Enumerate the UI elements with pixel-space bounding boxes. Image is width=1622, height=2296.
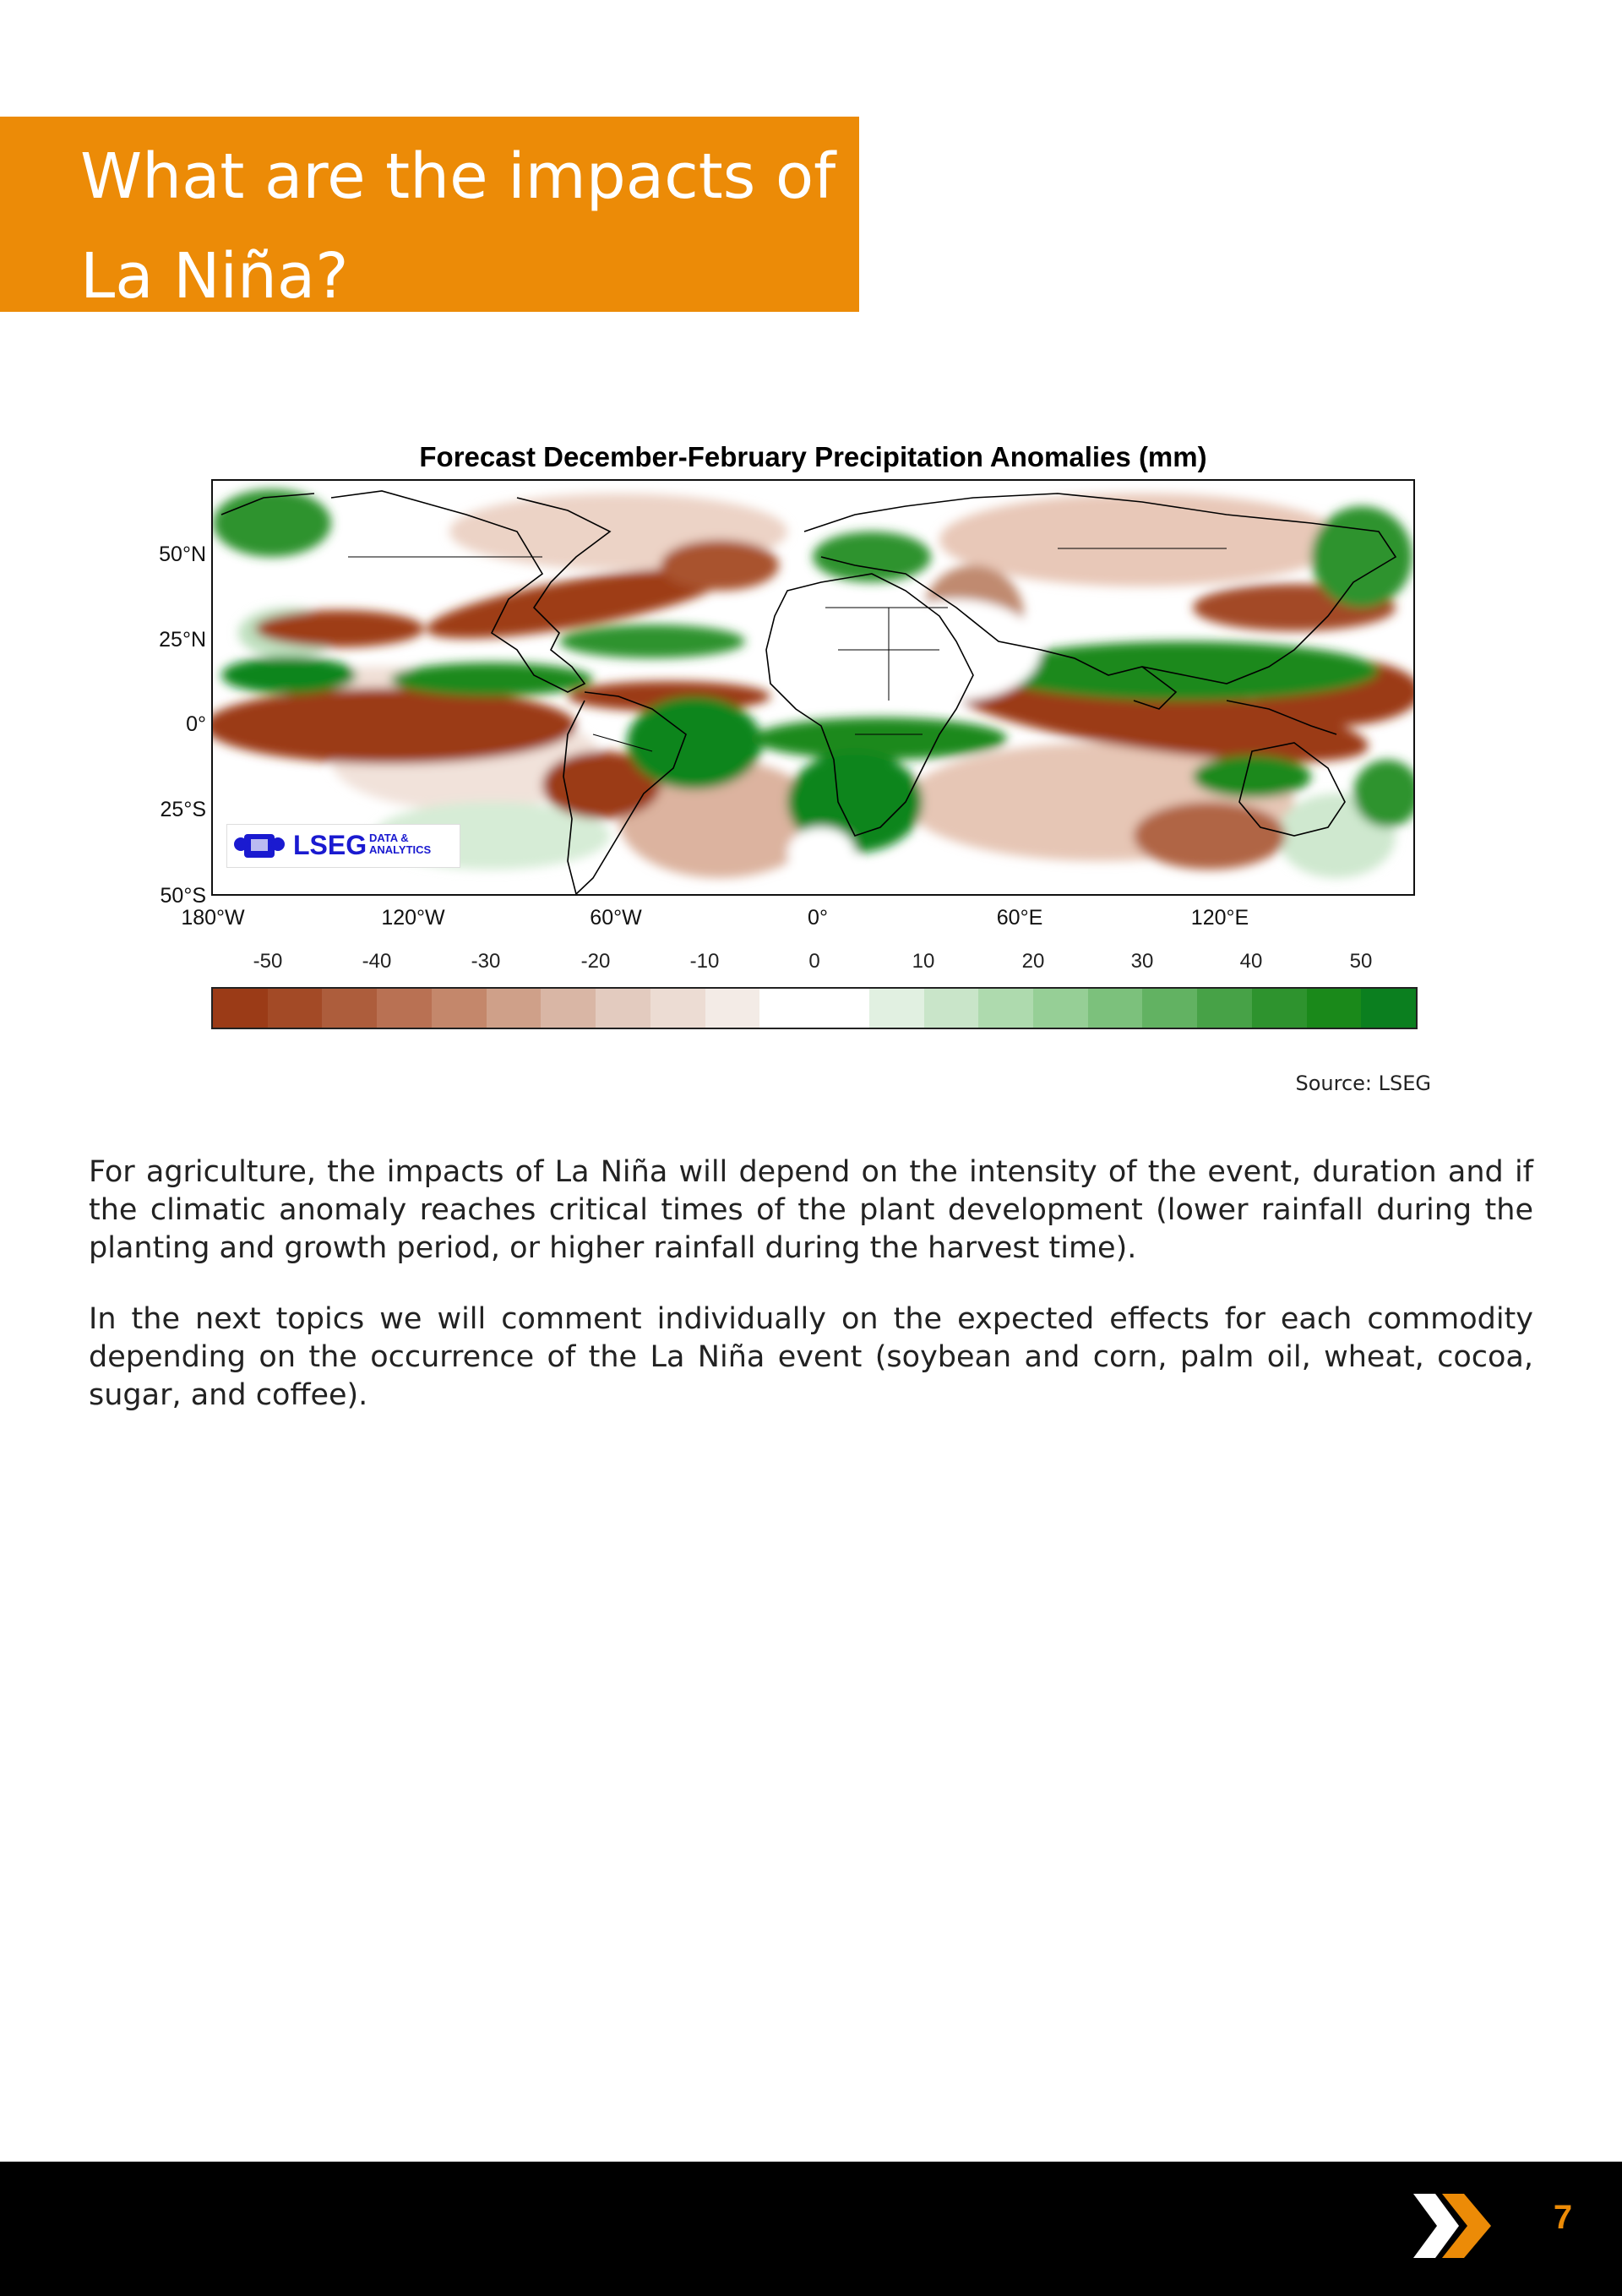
logo-subtitle-line1: DATA & [369,832,409,844]
colorbar-cell [1361,989,1416,1028]
colorbar-cell [1142,989,1197,1028]
colorbar-cell [1033,989,1088,1028]
lseg-logo [226,824,460,868]
colorbar-cell [322,989,377,1028]
colorbar-cell [377,989,432,1028]
footer-bar [0,2162,1622,2296]
paragraph-agriculture-impacts: For agriculture, the impacts of La Niña will depend on the intensity of the event, duration and if the climatic anomaly reaches critical times of the plant development (lower rainfall during the planting and growth period, or higher rainfall during the harvest time). [89,1155,1533,1265]
colorbar-tick-label: 20 [1021,950,1045,973]
colorbar-cell [924,989,979,1028]
figure-title: Forecast December-February Precipitation Anomalies (mm) [419,441,1207,472]
colorbar-tick-label: -40 [362,950,392,973]
colorbar-cell [1197,989,1252,1028]
page-title: What are the impacts of La Niña? [80,140,836,313]
colorbar-tick-label: 0 [808,950,820,973]
lat-label-25n: 25°N [159,628,206,652]
colorbar-tick-label: 30 [1130,950,1154,973]
lon-label-180w: 180°W [181,906,245,930]
colorbar-tick-label: 40 [1239,950,1263,973]
colorbar-cell [650,989,705,1028]
lat-label-50n: 50°N [159,543,206,566]
lon-label-60w: 60°W [590,906,642,930]
colorbar-cell [432,989,487,1028]
colorbar-tick-label: 10 [912,950,935,973]
lon-label-120e: 120°E [1190,906,1249,930]
colorbar-cell [759,989,814,1028]
colorbar-cell [596,989,650,1028]
lat-label-equator: 0° [186,712,206,736]
colorbar-cell [1088,989,1143,1028]
colorbar-cell [268,989,323,1028]
colorbar-cell [213,989,268,1028]
colorbar-cell [978,989,1033,1028]
colorbar-cell [705,989,760,1028]
colorbar-tick-label: -50 [253,950,283,973]
logo-subtitle [369,832,431,856]
lat-label-50s: 50°S [160,884,206,908]
paragraph-next-topics: In the next topics we will comment individually on the expected effects for each commodity depending on the occurrence of the La Niña event (soybean and corn, palm oil, wheat, cocoa, sugar, and coffee). [89,1302,1533,1412]
colorbar-cell [541,989,596,1028]
colorbar-cell [814,989,869,1028]
crest-icon [232,829,286,863]
page-number: 7 [1553,2199,1573,2236]
lon-label-60e: 60°E [996,906,1043,930]
colorbar-cell [487,989,542,1028]
colorbar-tick-label: -20 [580,950,611,973]
colorbar [211,987,1418,1029]
colorbar-cell [1252,989,1307,1028]
colorbar-tick-label: -30 [471,950,501,973]
double-chevron-icon [1407,2184,1508,2268]
colorbar-cell [869,989,924,1028]
lat-label-25s: 25°S [160,798,206,821]
colorbar-tick-label: -10 [689,950,720,973]
lon-label-120w: 120°W [381,906,445,930]
source-note: Source: LSEG [1295,1072,1431,1095]
colorbar-cell [1307,989,1362,1028]
lon-label-0: 0° [808,906,828,930]
colorbar-tick-label: 50 [1349,950,1373,973]
logo-wordmark: LSEG [293,830,367,860]
logo-subtitle-line2: ANALYTICS [369,843,432,856]
